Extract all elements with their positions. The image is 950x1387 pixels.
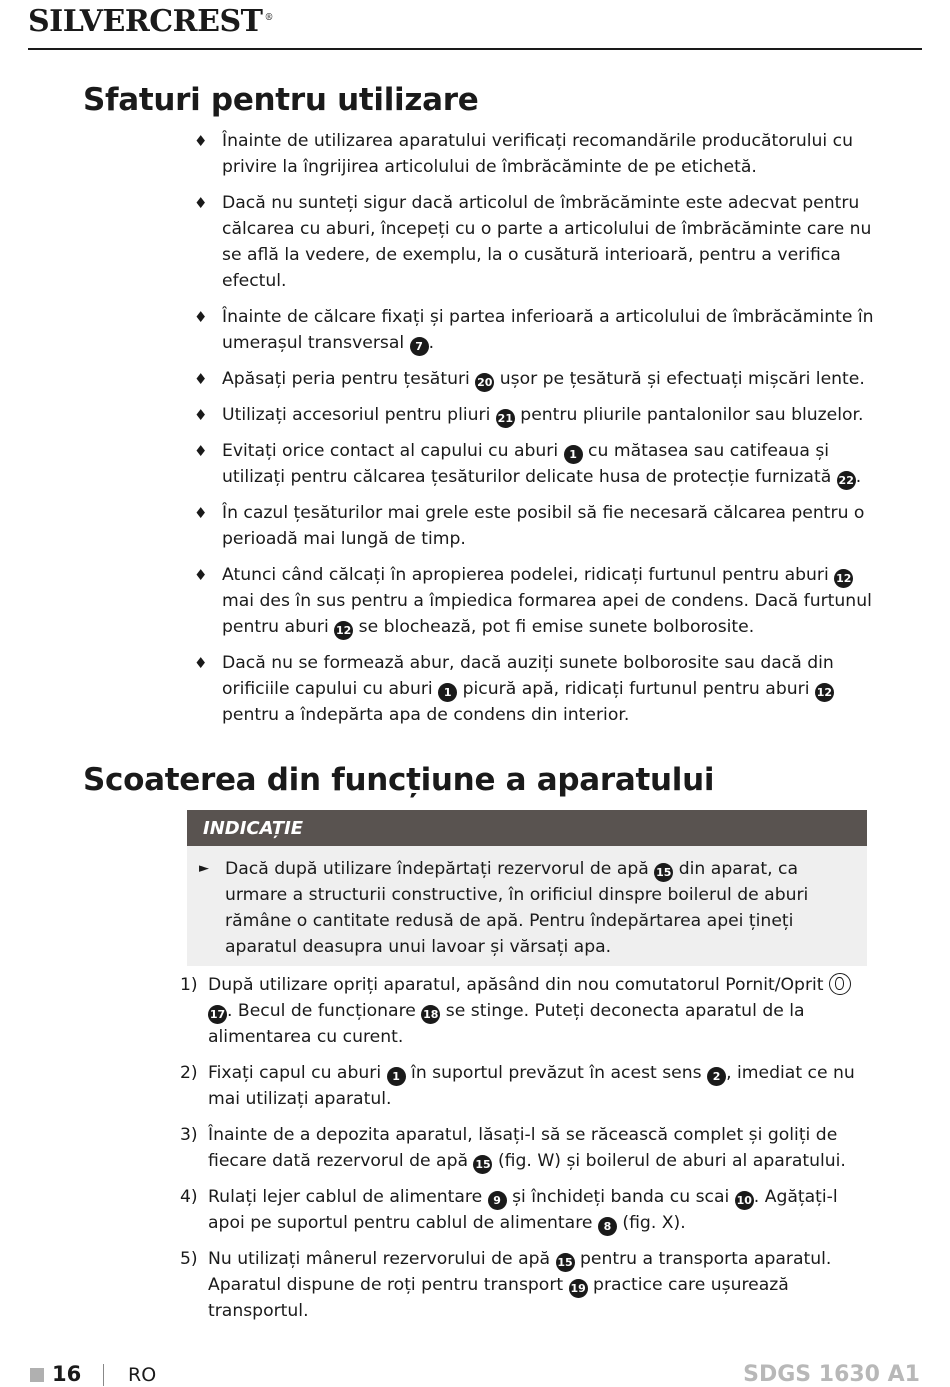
text-segment: . Becul de funcționare xyxy=(227,1001,422,1021)
list-item xyxy=(190,402,880,428)
text-segment: Dacă nu se formează abur, dacă auziți sunete bolborosite sau dacă din orificiile capului cu aburi xyxy=(222,653,834,699)
text-segment: Înainte de călcare fixați și partea inferioară a articolului de îmbrăcăminte în umerașul transversal xyxy=(222,307,874,353)
step-item xyxy=(180,972,870,1050)
text-segment: După utilizare opriți aparatul, apăsând din nou comutatorul Pornit/Oprit xyxy=(208,975,829,995)
diamond-bullet-icon: ♦ xyxy=(194,442,208,460)
text-segment: . xyxy=(855,467,862,487)
list-item xyxy=(190,366,880,392)
text-segment: Înainte de utilizarea aparatului verificați recomandările producătorului cu privire la îngrijirea articolului de îmbrăcăminte de pe etichetă. xyxy=(222,131,854,177)
list-item xyxy=(190,304,880,356)
reference-number-badge: 2 xyxy=(707,1067,726,1086)
list-item xyxy=(190,562,880,640)
text-segment: picură apă, ridicați furtunul pentru aburi xyxy=(457,679,815,699)
footer-square-icon xyxy=(30,1368,44,1382)
list-item xyxy=(190,190,880,294)
reference-number-badge: 17 xyxy=(208,1005,227,1024)
text-segment: din aparat, ca urmare a structurii constructive, în orificiul dinspre boilerul de aburi rămâne o cantitate redusă de apă. Pentru îndepărtarea apei țineți aparatul deasupra unui lavoar și vărsați apa. xyxy=(225,859,809,957)
text-segment: În cazul țesăturilor mai grele este posibil să fie necesară călcarea pentru o perioadă mai lungă de timp. xyxy=(222,503,865,549)
text-segment: Dacă nu sunteți sigur dacă articolul de îmbrăcăminte este adecvat pentru călcarea cu aburi, începeți cu o parte a articolului de îmbrăcăminte care nu se află la vedere, de exemplu, la o cusătură interioară, pentru a verifica efectul. xyxy=(222,193,872,291)
diamond-bullet-icon: ♦ xyxy=(194,504,208,522)
text-segment: se stinge. Puteți deconecta aparatul de la alimentarea cu curent. xyxy=(208,1001,805,1047)
decommission-steps xyxy=(180,972,870,1334)
list-item xyxy=(190,650,880,728)
diamond-bullet-icon: ♦ xyxy=(194,654,208,672)
step-item xyxy=(180,1184,870,1236)
power-switch-icon xyxy=(829,973,851,995)
text-segment: . xyxy=(428,333,435,353)
section-title-usage-tips: Sfaturi pentru utilizare xyxy=(83,82,479,118)
text-segment: Utilizați accesoriul pentru pliuri xyxy=(222,405,496,425)
reference-number-badge: 20 xyxy=(475,373,494,392)
text-segment: . Agățați-l apoi pe suportul pentru cablul de alimentare xyxy=(208,1187,838,1233)
reference-number-badge: 1 xyxy=(438,683,457,702)
step-item xyxy=(180,1122,870,1174)
text-segment: cu mătasea sau catifeaua și utilizați pentru călcarea țesăturilor delicate husa de protecție furnizată xyxy=(222,441,837,487)
reference-number-badge: 9 xyxy=(488,1191,507,1210)
step-number: 3) xyxy=(180,1125,198,1145)
step-item xyxy=(180,1246,870,1324)
text-segment: , imediat ce nu mai utilizați aparatul. xyxy=(208,1063,855,1109)
text-segment: pentru pliurile pantalonilor sau bluzelor. xyxy=(514,405,864,425)
reference-number-badge: 1 xyxy=(564,445,583,464)
arrow-right-icon: ► xyxy=(199,861,209,876)
diamond-bullet-icon: ♦ xyxy=(194,370,208,388)
reference-number-badge: 12 xyxy=(815,683,834,702)
note-body xyxy=(187,846,867,966)
step-number: 2) xyxy=(180,1063,198,1083)
text-segment: și închideți banda cu scai xyxy=(506,1187,735,1207)
reference-number-badge: 12 xyxy=(334,621,353,640)
model-number: SDGS 1630 A1 xyxy=(743,1362,920,1387)
text-segment: se blochează, pot fi emise sunete bolborosite. xyxy=(353,617,755,637)
reference-number-badge: 15 xyxy=(556,1253,575,1272)
text-segment: (fig. X). xyxy=(616,1213,686,1233)
list-item xyxy=(190,500,880,552)
reference-number-badge: 19 xyxy=(569,1279,588,1298)
language-code: RO xyxy=(128,1364,157,1386)
reference-number-badge: 10 xyxy=(735,1191,754,1210)
note-box xyxy=(187,810,867,966)
reference-number-badge: 21 xyxy=(496,409,515,428)
reference-number-badge: 18 xyxy=(421,1005,440,1024)
step-number: 4) xyxy=(180,1187,198,1207)
step-number: 1) xyxy=(180,975,198,995)
text-segment: Fixați capul cu aburi xyxy=(208,1063,387,1083)
diamond-bullet-icon: ♦ xyxy=(194,132,208,150)
step-item xyxy=(180,1060,870,1112)
note-heading: INDICAȚIE xyxy=(187,810,867,846)
reference-number-badge: 7 xyxy=(410,337,429,356)
text-segment: pentru a îndepărta apa de condens din interior. xyxy=(222,705,630,725)
text-segment: ușor pe țesătură și efectuați mișcări lente. xyxy=(494,369,865,389)
text-segment: mai des în sus pentru a împiedica formarea apei de condens. Dacă furtunul pentru aburi xyxy=(222,591,872,637)
text-segment: Dacă după utilizare îndepărtați rezervorul de apă xyxy=(225,859,655,879)
section-title-decommissioning: Scoaterea din funcțiune a aparatului xyxy=(83,762,715,798)
header-divider xyxy=(28,48,922,50)
diamond-bullet-icon: ♦ xyxy=(194,566,208,584)
brand-logo: SILVERCREST ® xyxy=(28,4,273,39)
text-segment: (fig. W) și boilerul de aburi al aparatului. xyxy=(492,1151,846,1171)
text-segment: Atunci când călcați în apropierea podelei, ridicați furtunul pentru aburi xyxy=(222,565,835,585)
reference-number-badge: 12 xyxy=(834,569,853,588)
diamond-bullet-icon: ♦ xyxy=(194,406,208,424)
text-segment: Evitați orice contact al capului cu aburi xyxy=(222,441,564,461)
reference-number-badge: 8 xyxy=(598,1217,617,1236)
usage-tips-list xyxy=(190,128,880,738)
reference-number-badge: 1 xyxy=(387,1067,406,1086)
text-segment: Înainte de a depozita aparatul, lăsați-l să se răcească complet și goliți de fiecare dată rezervorul de apă xyxy=(208,1125,838,1171)
diamond-bullet-icon: ♦ xyxy=(194,194,208,212)
list-item xyxy=(190,128,880,180)
note-text xyxy=(225,859,808,957)
text-segment: practice care ușurează transportul. xyxy=(208,1275,789,1321)
reference-number-badge: 22 xyxy=(837,471,856,490)
reference-number-badge: 15 xyxy=(473,1155,492,1174)
text-segment: în suportul prevăzut în acest sens xyxy=(405,1063,708,1083)
text-segment: pentru a transporta aparatul. Aparatul dispune de roți pentru transport xyxy=(208,1249,832,1295)
list-item xyxy=(190,438,880,490)
text-segment: Apăsați peria pentru țesături xyxy=(222,369,476,389)
step-number: 5) xyxy=(180,1249,198,1269)
footer-separator xyxy=(103,1364,104,1386)
diamond-bullet-icon: ♦ xyxy=(194,308,208,326)
page-number: 16 xyxy=(52,1362,82,1386)
text-segment: Nu utilizați mânerul rezervorului de apă xyxy=(208,1249,556,1269)
text-segment: Rulați lejer cablul de alimentare xyxy=(208,1187,488,1207)
reference-number-badge: 15 xyxy=(654,863,673,882)
